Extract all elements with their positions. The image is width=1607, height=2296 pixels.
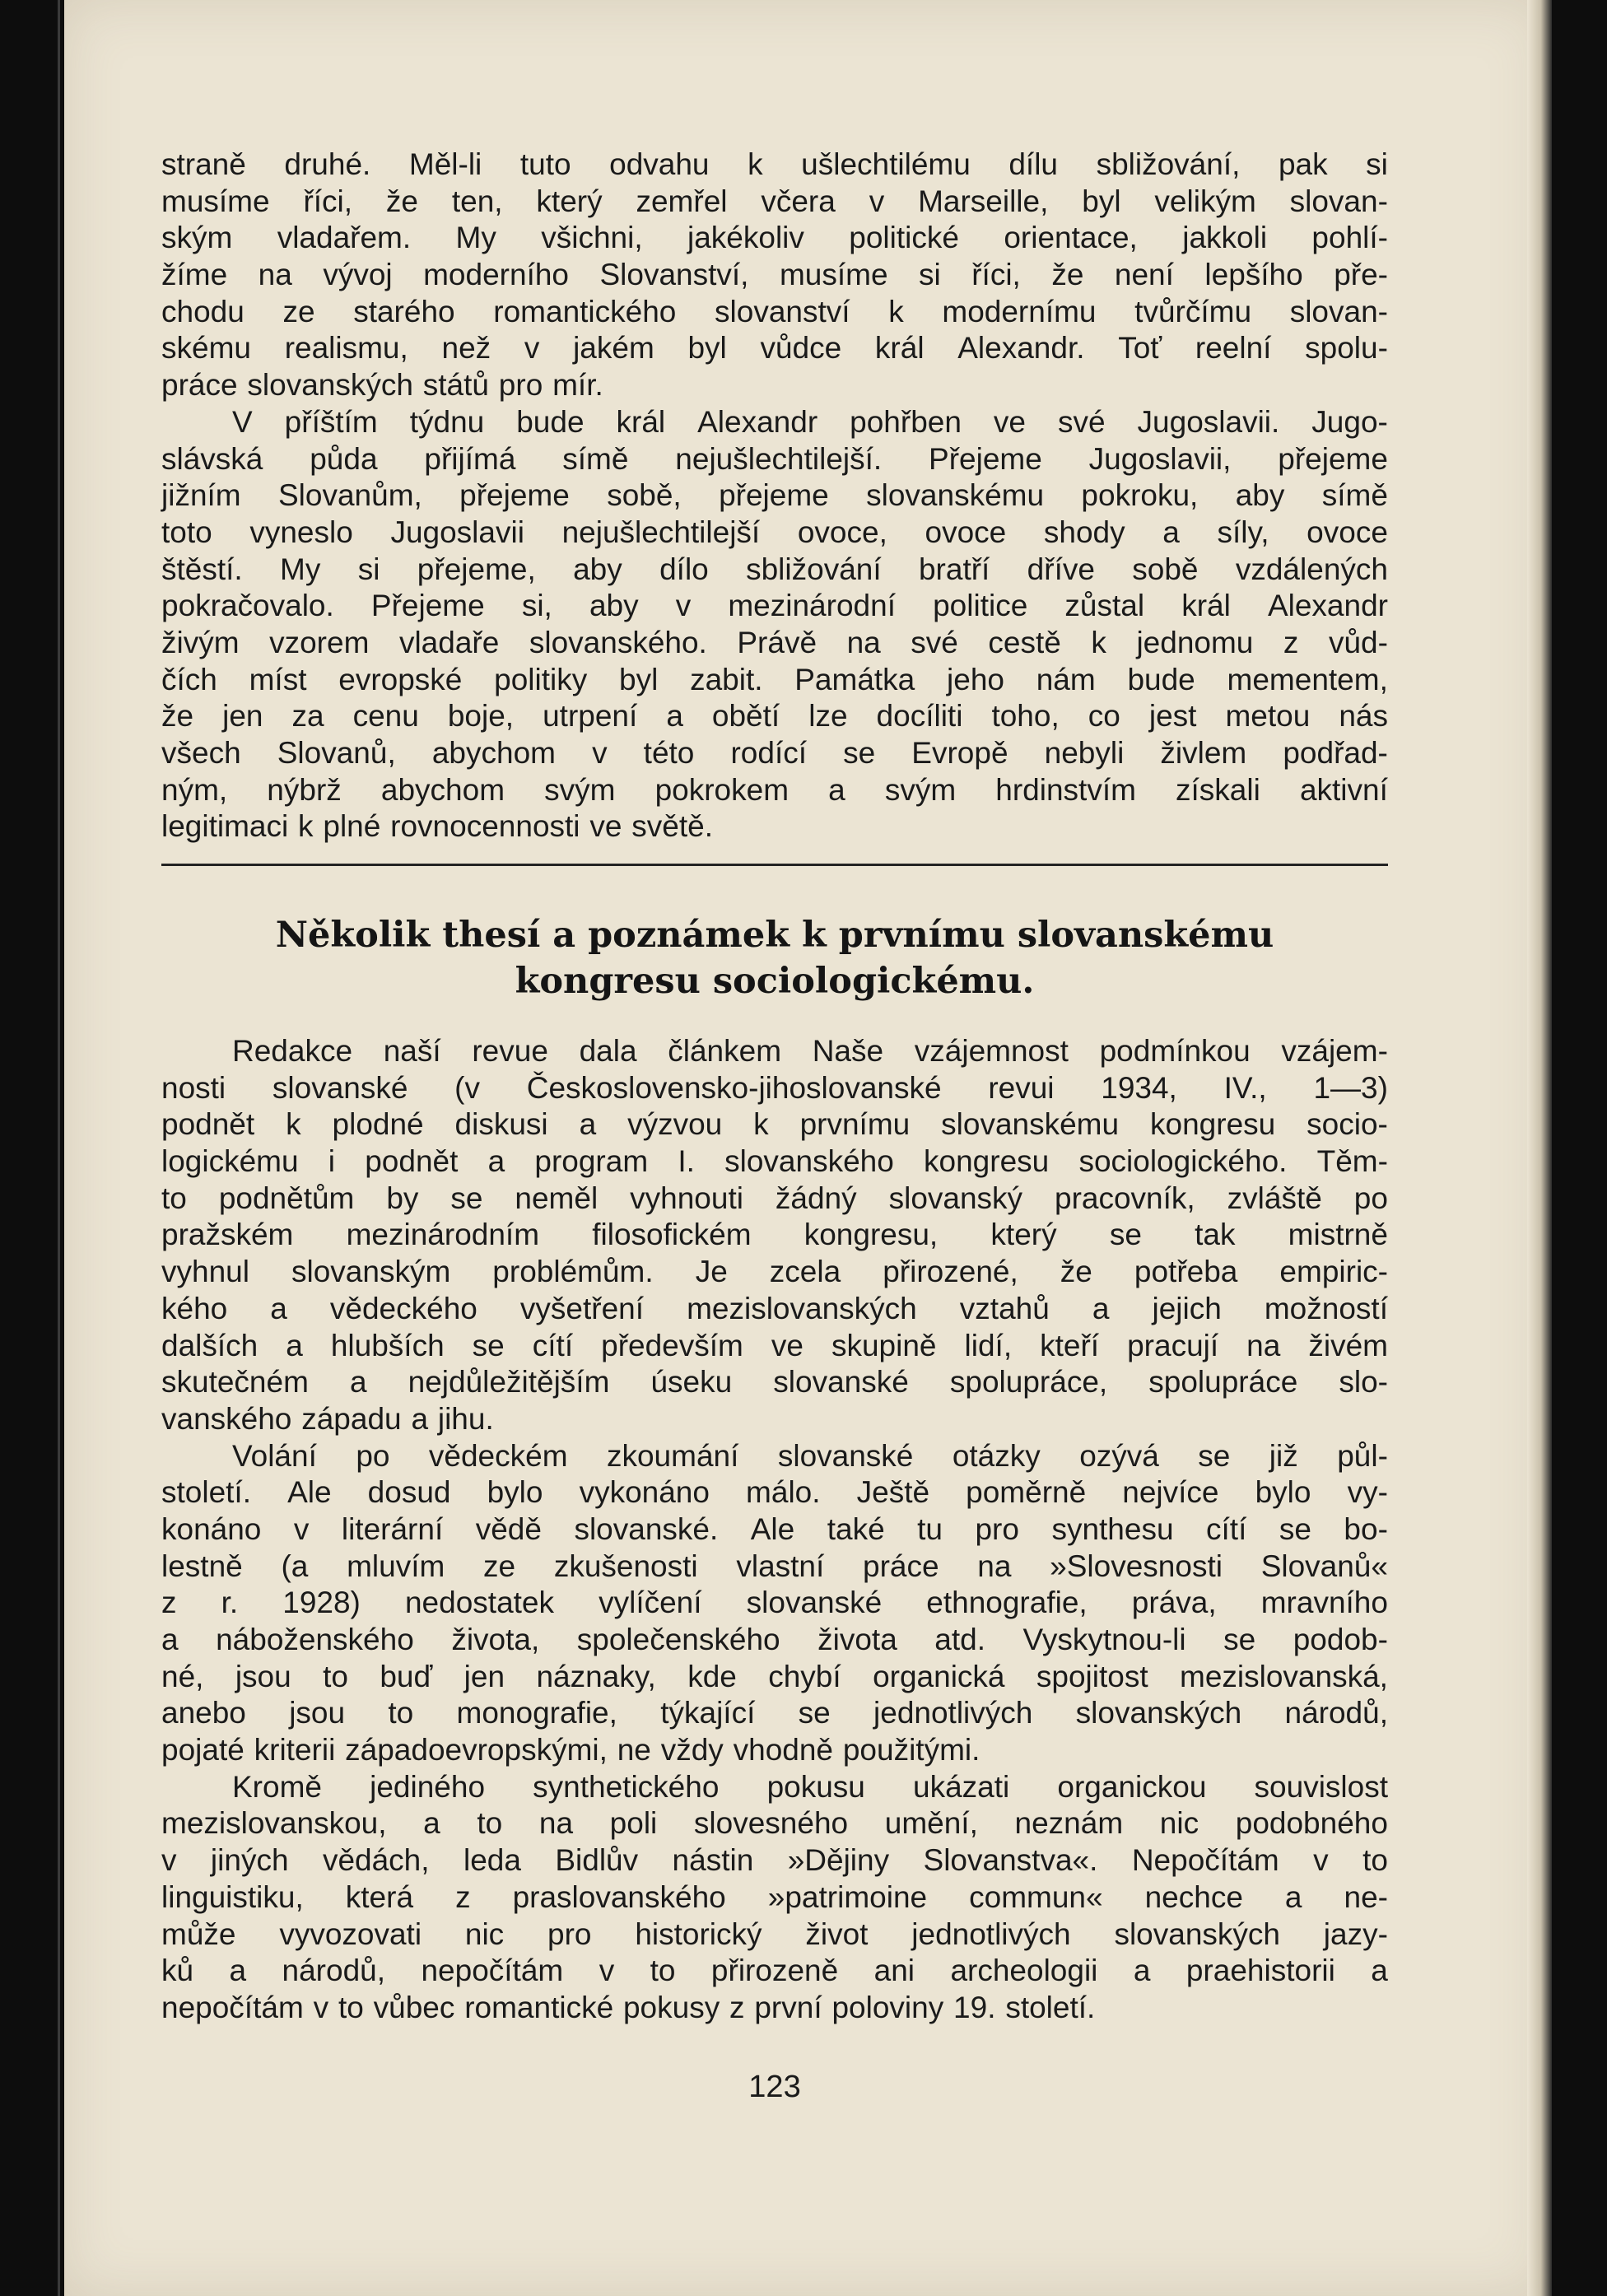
text-line: slávská půda přijímá símě nejušlechtilejší. Přejeme Jugoslavii, přejeme — [161, 441, 1388, 476]
text-line: že jen za cenu boje, utrpení a obětí lze docíliti toho, co jest metou nás — [161, 699, 1388, 734]
text-line: pokračovalo. Přejeme si, aby v mezinárodní politice zůstal král Alexandr — [161, 589, 1388, 623]
text-line: nepočítám v to vůbec romantické pokusy z první poloviny 19. století. — [161, 1990, 1096, 2024]
text-line: linguistiku, která z praslovanského »patrimoine commun« nechce a ne- — [161, 1879, 1388, 1914]
text-line: a náboženského života, společenského života atd. Vyskytnou-li se podob- — [161, 1623, 1388, 1656]
article-body-text — [161, 1033, 1388, 2027]
text-line: ským vladařem. My všichni, jakékoliv politické orientace, jakkoli pohlí- — [161, 221, 1388, 255]
text-line: to podnětům by se neměl vyhnouti žádný slovanský pracovník, zvláště po — [161, 1181, 1388, 1215]
text-line: logickému i podnět a program I. slovanského kongresu sociologického. Těm- — [161, 1144, 1388, 1179]
article-title-line-2: kongresu sociologickému. — [515, 961, 1035, 1002]
text-line: vanského západu a jihu. — [161, 1401, 494, 1436]
article-end-text — [161, 147, 1388, 845]
section-separator — [161, 864, 1388, 866]
text-line: dalších a hlubších se cítí především ve skupině lidí, kteří pracují na živém — [161, 1328, 1388, 1362]
text-line: straně druhé. Měl-li tuto odvahu k ušlechtilému dílu sbližování, pak si — [161, 147, 1388, 181]
text-line: konáno v literární vědě slovanské. Ale také tu pro synthesu cítí se bo- — [161, 1511, 1388, 1546]
text-line: pražském mezinárodním filosofickém kongresu, který se tak mistrně — [161, 1218, 1388, 1252]
text-line: né, jsou to buď jen náznaky, kde chybí organická spojitost mezislovanská, — [161, 1659, 1388, 1693]
text-line: mezislovanskou, a to na poli slovesného umění, neznám nic podobného — [161, 1806, 1388, 1841]
page-number: 123 — [748, 2070, 801, 2104]
text-line: živým vzorem vladaře slovanského. Právě na své cestě k jednomu z vůd- — [161, 625, 1388, 659]
text-line: vyhnul slovanským problémům. Je zcela přirozené, že potřeba empiric- — [161, 1255, 1388, 1289]
text-line: toto vyneslo Jugoslavii nejušlechtilejší ovoce, ovoce shody a síly, ovoce — [161, 515, 1388, 549]
text-line: V příštím týdnu bude král Alexandr pohřben ve své Jugoslavii. Jugo- — [232, 404, 1388, 439]
text-line: práce slovanských států pro mír. — [161, 368, 603, 403]
text-line: ným, nýbrž abychom svým pokrokem a svým hrdinstvím získali aktivní — [161, 772, 1388, 807]
book-spine-edge — [58, 0, 60, 2296]
text-line: chodu ze starého romantického slovanství k modernímu tvůrčímu slovan- — [161, 294, 1388, 328]
text-line: Volání po vědeckém zkoumání slovanské otázky ozývá se již půl- — [232, 1438, 1388, 1473]
text-line: skému realismu, než v jakém byl vůdce král Alexandr. Toť reelní spolu- — [161, 331, 1388, 366]
text-line: podnět k plodné diskusi a výzvou k prvnímu slovanskému kongresu socio- — [161, 1107, 1388, 1142]
text-line: Redakce naší revue dala článkem Naše vzájemnost podmínkou vzájem- — [232, 1034, 1388, 1068]
text-line: nosti slovanské (v Československo-jihoslovanské revui 1934, IV., 1—3) — [161, 1070, 1388, 1105]
text-line: z r. 1928) nedostatek vylíčení slovanské ethnografie, práva, mravního — [161, 1586, 1388, 1620]
text-line: ků a národů, nepočítám v to přirozeně ani archeologii a praehistorii a — [161, 1954, 1388, 1988]
article-title-line-1: Několik thesí a poznámek k prvnímu slovanskému — [275, 915, 1274, 956]
text-line: čích míst evropské politiky byl zabit. Památka jeho nám bude mementem, — [161, 662, 1388, 696]
text-line: může vyvozovati nic pro historický život jednotlivých slovanských jazy- — [161, 1916, 1388, 1951]
text-line: jižním Slovanům, přejeme sobě, přejeme slovanskému pokroku, aby símě — [161, 478, 1388, 513]
text-line: století. Ale dosud bylo vykonáno málo. Ještě poměrně nejvíce bylo vy- — [161, 1475, 1388, 1510]
article-title — [161, 912, 1388, 1004]
text-line: lestně (a mluvím ze zkušenosti vlastní práce na »Slovesnosti Slovanů« — [161, 1549, 1388, 1583]
text-line: musíme říci, že ten, který zemřel včera v Marseille, byl velikým slovan- — [161, 184, 1388, 218]
text-line: Kromě jediného synthetického pokusu ukázati organickou souvislost — [232, 1769, 1388, 1804]
text-line: skutečném a nejdůležitějším úseku slovanské spolupráce, spolupráce slo- — [161, 1365, 1388, 1399]
text-line: legitimaci k plné rovnocennosti ve světě. — [161, 809, 713, 844]
text-line: štěstí. My si přejeme, aby dílo sbližování bratří dříve sobě vzdálených — [161, 552, 1388, 586]
text-line: všech Slovanů, abychom v této rodící se Evropě nebyli živlem podřad- — [161, 736, 1388, 770]
text-line: v jiných vědách, leda Bidlův nástin »Dějiny Slovanstva«. Nepočítám v to — [161, 1843, 1388, 1878]
page-right-edge — [1527, 0, 1552, 2296]
text-line: žíme na vývoj moderního Slovanství, musíme si říci, že není lepšího pře- — [161, 258, 1388, 292]
text-line: anebo jsou to monografie, týkající se jednotlivých slovanských národů, — [161, 1696, 1388, 1730]
text-line: kého a vědeckého vyšetření mezislovanských vztahů a jejich možností — [161, 1291, 1388, 1325]
text-line: pojaté kriterii západoevropskými, ne vždy vhodně použitými. — [161, 1733, 981, 1767]
